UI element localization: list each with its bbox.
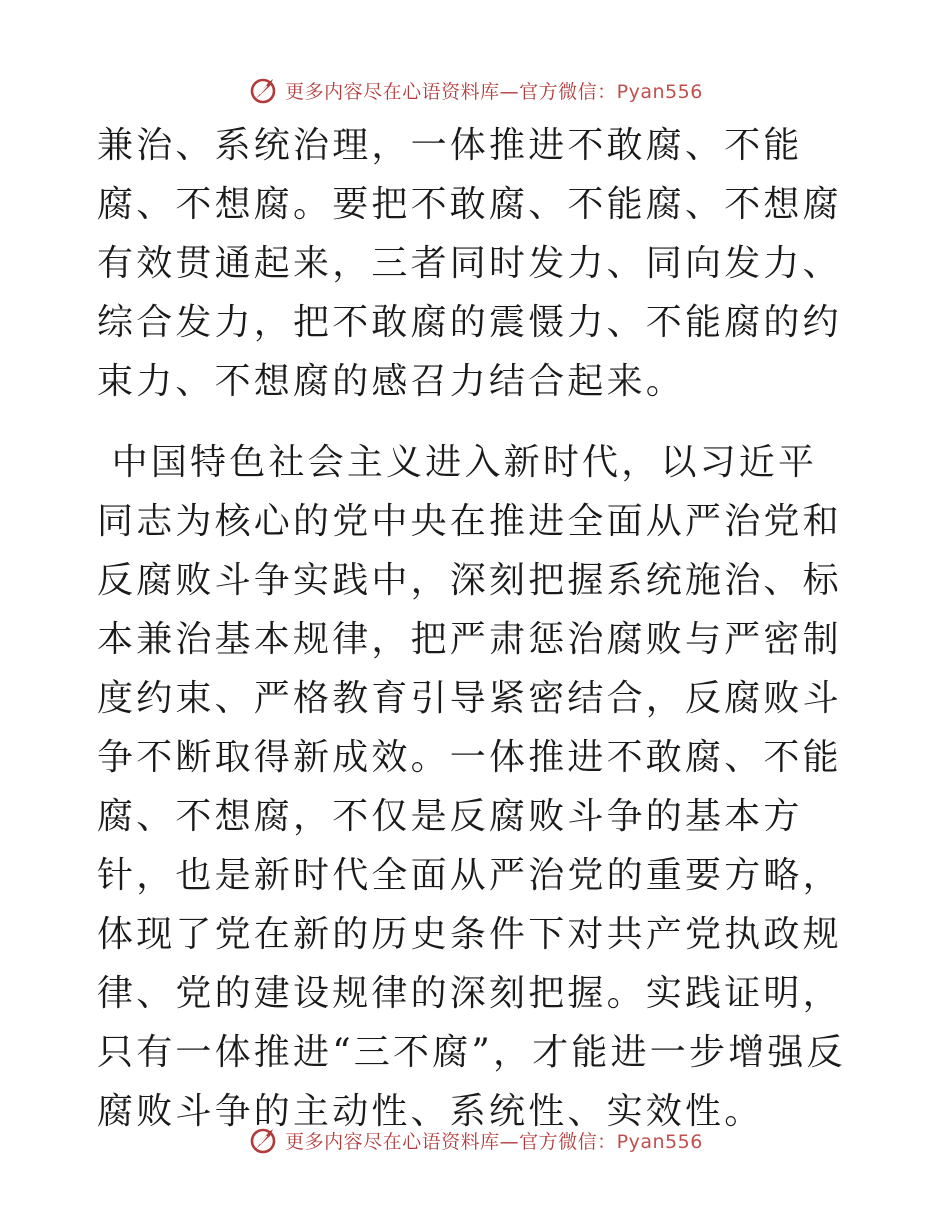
watermark-wechat-id: Pyan556 [616, 80, 703, 103]
footer-watermark [0, 1122, 950, 1158]
header-watermark [0, 72, 950, 108]
feather-pen-logo-icon [247, 74, 279, 106]
paragraph-2: 中国特色社会主义进入新时代，以习近平同志为核心的党中央在推进全面从严治党和反腐败斗争实践中，深刻把握系统施治、标本兼治基本规律，把严肃惩治腐败与严密制度约束、严格教育引导紧密结合，反腐败斗争不断取得新成效。一体推进不敢腐、不能腐、不想腐，不仅是反腐败斗争的基本方针，也是新时代全面从严治党的重要方略，体现了党在新的历史条件下对共产党执政规律、党的建设规律的深刻把握。实践证明，只有一体推进“三不腐”，才能进一步增强反腐败斗争的主动性、系统性、实效性。 [97, 442, 846, 1132]
watermark-text: 更多内容尽在心语资料库—官方微信：Pyan556 [285, 1130, 703, 1153]
feather-pen-logo-icon [247, 1124, 279, 1156]
document-body [97, 116, 853, 1141]
watermark-wechat-id: Pyan556 [616, 1130, 703, 1153]
watermark-text: 更多内容尽在心语资料库—官方微信：Pyan556 [285, 80, 703, 103]
paragraph-1: 兼治、系统治理，一体推进不敢腐、不能腐、不想腐。要把不敢腐、不能腐、不想腐有效贯通起来，三者同时发力、同向发力、综合发力，把不敢腐的震慑力、不能腐的约束力、不想腐的感召力结合起来。 [97, 125, 842, 402]
